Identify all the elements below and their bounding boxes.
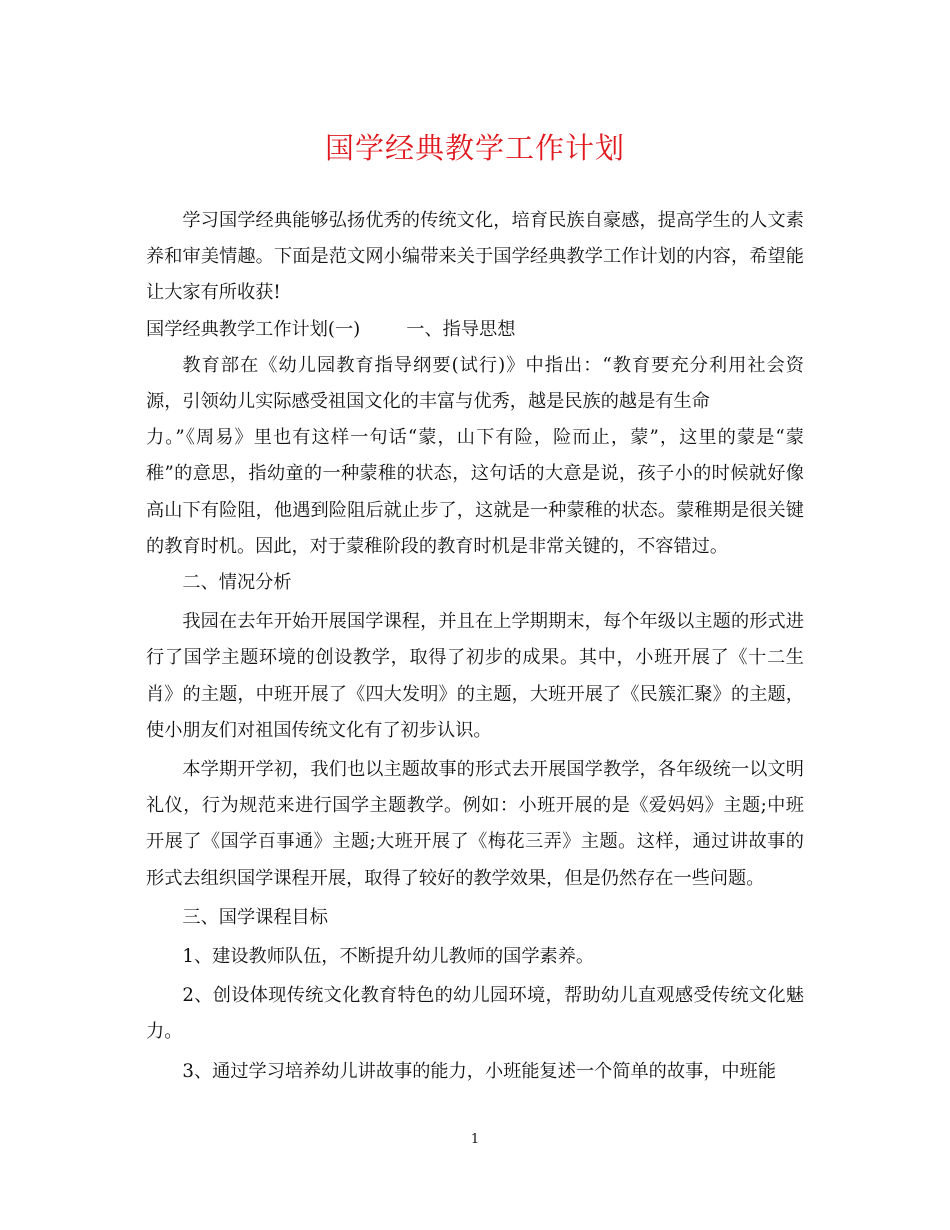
section3-heading: 三、国学课程目标 [182,906,328,928]
section2-paragraph-2: 本学期开学初，我们也以主题故事的形式去开展国学教学，各年级统一以文明礼仪，行为规范来进行国学主题教学。例如：小班开展的是《爱妈妈》主题;中班开展了《国学百事通》主题;大班开展了《梅花三弄》主题。这样，通过讲故事的形式去组织国学课程开展，取得了较好的教学效果，但是仍然存在一些问题。 [146,759,804,889]
goal-item-3: 3、通过学习培养幼儿讲故事的能力，小班能复述一个简单的故事，中班能 [182,1060,776,1082]
goal-item-2: 2、创设体现传统文化教育特色的幼儿园环境，帮助幼儿直观感受传统文化魅力。 [146,985,804,1043]
plan-heading: 国学经典教学工作计划(一) [146,318,361,340]
goal-item-1: 1、建设教师队伍，不断提升幼儿教师的国学素养。 [182,946,595,968]
document-body [146,203,804,1090]
section2-paragraph-1: 我园在去年开始开展国学课程，并且在上学期期末，每个年级以主题的形式进行了国学主题环境的创设教学，取得了初步的成果。其中，小班开展了《十二生肖》的主题，中班开展了《四大发明》的主题，大班开展了《民簇汇聚》的主题，使小朋友们对祖国传统文化有了初步认识。 [146,611,804,741]
section1-heading: 一、指导思想 [406,318,516,340]
section1-paragraph-line1: 教育部在《幼儿园教育指导纲要(试行)》中指出：“教育要充分利用社会资源，引领幼儿实际感受祖国文化的丰富与优秀，越是民族的越是有生命 [146,354,804,413]
section2-heading: 二、情况分析 [182,572,292,594]
page-number: 1 [470,1132,480,1147]
section1-paragraph [146,348,804,565]
plan-heading-line [146,312,804,348]
section1-paragraph-line2: 力。”《周易》里也有这样一句话“蒙，山下有险，险而止，蒙”，这里的蒙是“蒙稚”的意思，指幼童的一种蒙稚的状态，这句话的大意是说，孩子小的时候就好像高山下有险阻，他遇到险阻后就止步了，这就是一种蒙稚的状态。蒙稚期是很关键的教育时机。因此，对于蒙稚阶段的教育时机是非常关键的，不容错过。 [146,427,804,557]
intro-paragraph: 学习国学经典能够弘扬优秀的传统文化，培育民族自豪感，提高学生的人文素养和审美情趣。下面是范文网小编带来关于国学经典教学工作计划的内容，希望能让大家有所收获! [146,210,804,304]
document-title: 国学经典教学工作计划 [324,131,625,165]
